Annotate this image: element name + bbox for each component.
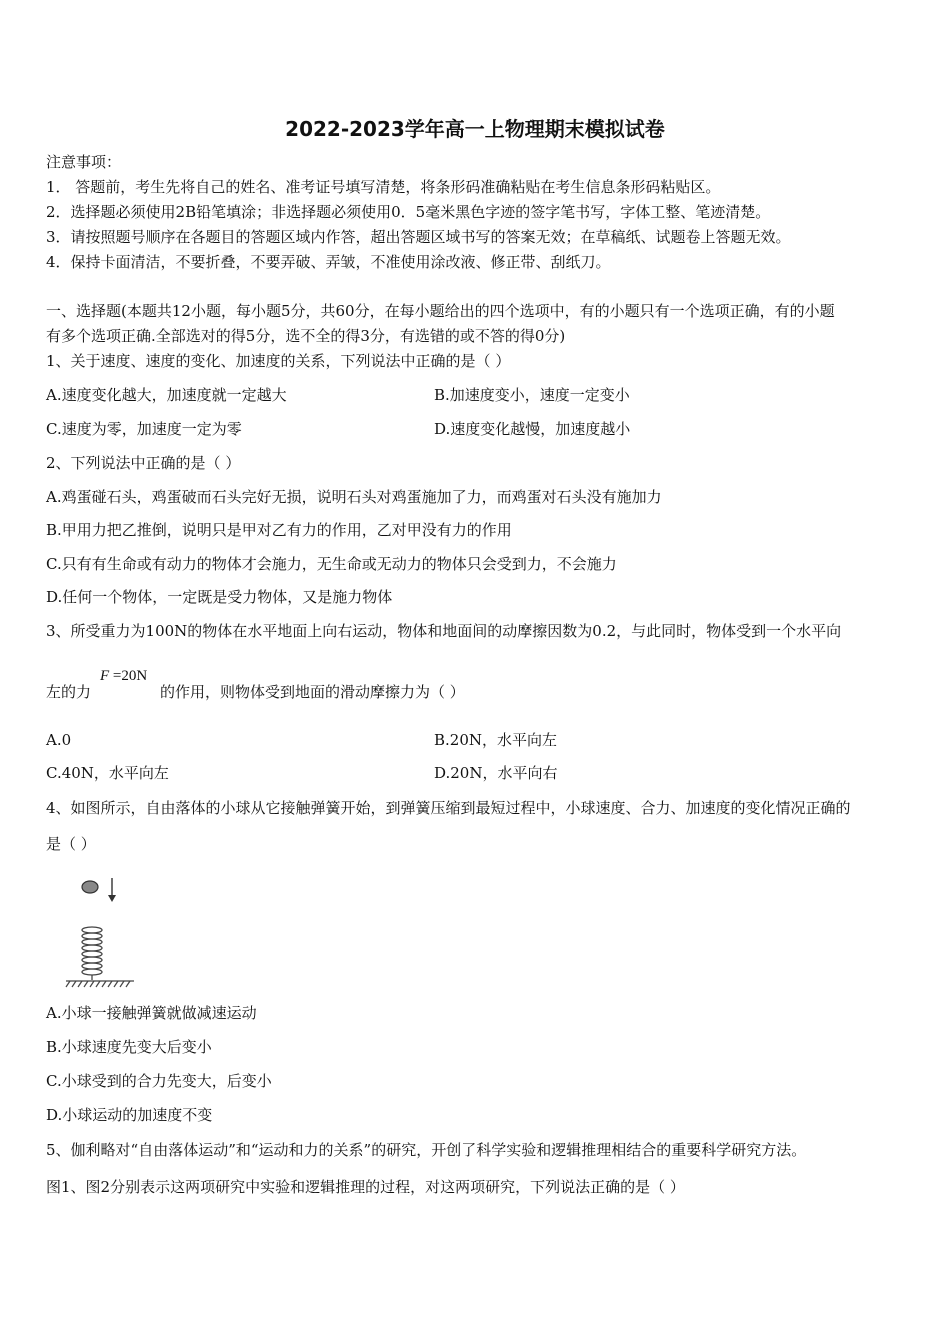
q4-option-b: B.小球速度先变大后变小 — [46, 1038, 212, 1056]
q4-option-d: D.小球运动的加速度不变 — [46, 1106, 213, 1124]
q2-option-d: D.任何一个物体，一定既是受力物体，又是施力物体 — [46, 588, 393, 606]
q1-stem: 1、关于速度、速度的变化、加速度的关系，下列说法中正确的是（ ） — [46, 352, 511, 370]
section-heading: 一、选择题(本题共12小题，每小题5分，共60分，在每小题给出的四个选项中，有的小题只有一个选项正确，有的小题 — [46, 302, 835, 320]
q3-option-d: D.20N，水平向右 — [434, 764, 558, 782]
q2-option-c: C.只有有生命或有动力的物体才会施力，无生命或无动力的物体只会受到力，不会施力 — [46, 555, 617, 573]
q5-stem: 5、伽利略对“自由落体运动”和“运动和力的关系”的研究，开创了科学实验和逻辑推理相结合的重要科学研究方法。 — [46, 1141, 807, 1159]
ball-icon — [82, 881, 98, 893]
q4-option-a: A.小球一接触弹簧就做减速运动 — [46, 1004, 257, 1022]
q2-option-b: B.甲用力把乙推倒，说明只是甲对乙有力的作用，乙对甲没有力的作用 — [46, 521, 512, 539]
q2-option-a: A.鸡蛋碰石头，鸡蛋破而石头完好无损，说明石头对鸡蛋施加了力，而鸡蛋对石头没有施加力 — [46, 488, 662, 506]
q4-stem-cont: 是（ ） — [46, 835, 96, 853]
q5-stem-cont: 图1、图2分别表示这两项研究中实验和逻辑推理的过程，对这两项研究，下列说法正确的是（ ） — [46, 1178, 685, 1196]
q1-option-c: C.速度为零，加速度一定为零 — [46, 420, 242, 438]
ground-icon — [66, 981, 134, 987]
q1-option-a: A.速度变化越大，加速度就一定越大 — [46, 386, 287, 404]
q3-stem-post: 的作用，则物体受到地面的滑动摩擦力为（ ） — [160, 683, 465, 701]
notice-item: 2．选择题必须使用2B铅笔填涂；非选择题必须使用0．5毫米黑色字迹的签字笔书写，字体工整、笔迹清楚。 — [46, 203, 771, 221]
q4-stem: 4、如图所示，自由落体的小球从它接触弹簧开始，到弹簧压缩到最短过程中，小球速度、合力、加速度的变化情况正确的 — [46, 799, 851, 817]
notice-item: 3．请按照题号顺序在各题目的答题区域内作答，超出答题区域书写的答案无效；在草稿纸、试题卷上答题无效。 — [46, 228, 791, 246]
q3-stem: 3、所受重力为100N的物体在水平地面上向右运动，物体和地面间的动摩擦因数为0.2，与此同时，物体受到一个水平向 — [46, 622, 842, 640]
notice-heading: 注意事项： — [46, 153, 122, 171]
section-heading-cont: 有多个选项正确.全部选对的得5分，选不全的得3分，有选错的或不答的得0分) — [46, 327, 566, 345]
q2-stem: 2、下列说法中正确的是（ ） — [46, 454, 241, 472]
q1-option-d: D.速度变化越慢，加速度越小 — [434, 420, 631, 438]
spring-icon — [82, 927, 102, 980]
q1-option-b: B.加速度变小，速度一定变小 — [434, 386, 630, 404]
q3-stem-pre: 左的力 — [46, 683, 92, 701]
q3-option-b: B.20N，水平向左 — [434, 731, 558, 749]
ball-spring-figure — [64, 874, 144, 994]
q3-formula — [100, 668, 147, 685]
notice-item: 1． 答题前，考生先将自己的姓名、准考证号填写清楚，将条形码准确粘贴在考生信息条形码粘贴区。 — [46, 178, 721, 196]
notice-item: 4．保持卡面清洁，不要折叠，不要弄破、弄皱，不准使用涂改液、修正带、刮纸刀。 — [46, 253, 611, 271]
q3-option-c: C.40N，水平向左 — [46, 764, 169, 782]
q4-option-c: C.小球受到的合力先变大，后变小 — [46, 1072, 272, 1090]
page-title: 2022-2023学年高一上物理期末模拟试卷 — [285, 117, 665, 141]
formula-variable: F — [100, 668, 110, 684]
formula-value: =20N — [109, 668, 148, 684]
q3-option-a: A.0 — [46, 731, 72, 749]
